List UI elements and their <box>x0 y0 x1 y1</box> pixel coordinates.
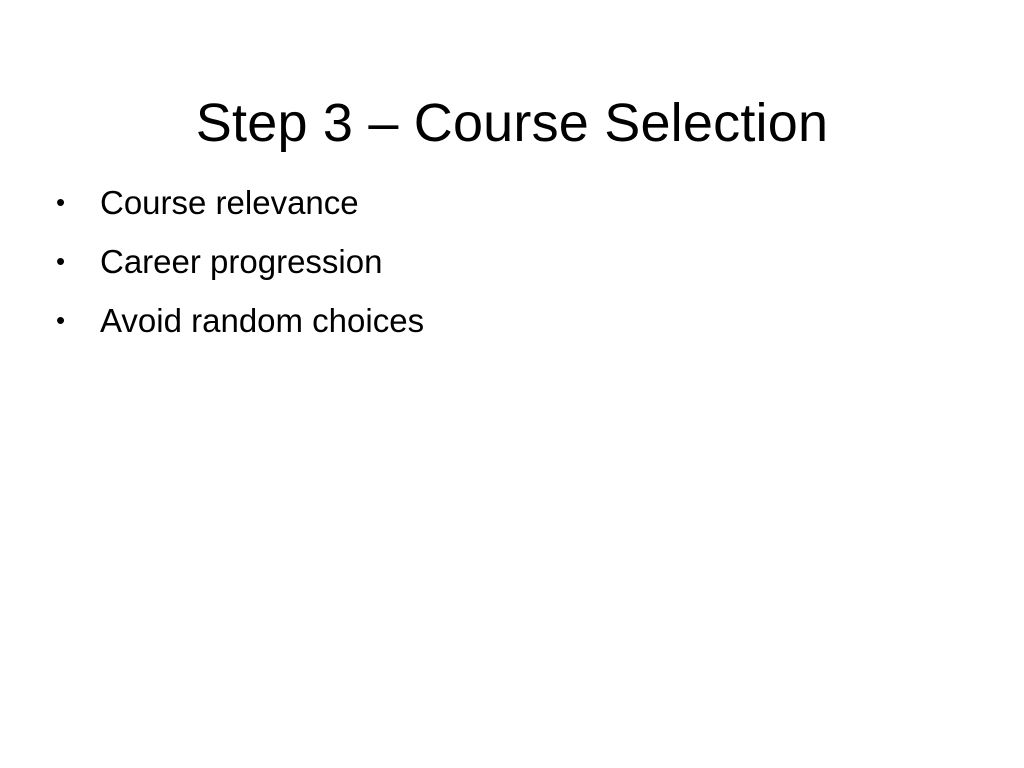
bullet-list <box>56 182 956 360</box>
list-item <box>56 300 956 342</box>
list-item-label: Avoid random choices <box>100 302 425 340</box>
list-item <box>56 182 956 224</box>
bullet-point-icon: • <box>56 187 66 217</box>
bullet-point-icon: • <box>56 305 66 336</box>
list-item <box>56 241 956 283</box>
list-item-label: Career progression <box>100 243 383 281</box>
page-title: Step 3 – Course Selection <box>195 93 829 154</box>
list-item-label: Course relevance <box>100 184 359 221</box>
bullet-point-icon: • <box>56 246 66 277</box>
